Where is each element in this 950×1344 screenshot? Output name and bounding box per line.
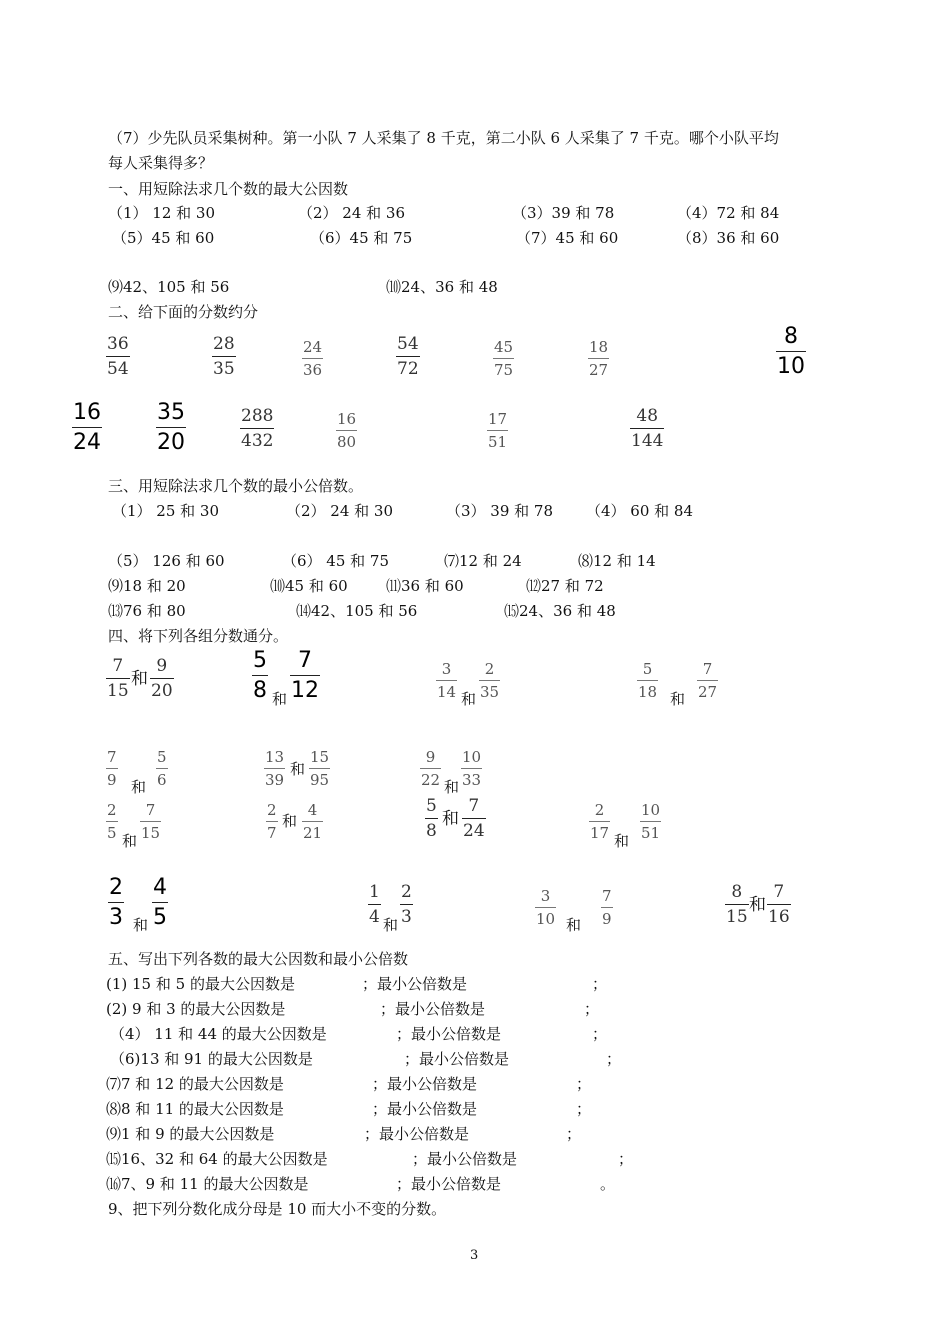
numerator: 5 xyxy=(253,648,267,673)
denominator: 72 xyxy=(397,359,419,379)
he-connector: 和 xyxy=(133,916,149,934)
fraction xyxy=(776,326,806,378)
fraction xyxy=(479,662,500,700)
denominator: 7 xyxy=(267,824,277,842)
denominator: 15 xyxy=(726,907,748,927)
intro-text-cont: 每人采集得多？ xyxy=(108,154,214,172)
fraction xyxy=(640,803,661,841)
denominator: 24 xyxy=(463,821,485,841)
numerator: 18 xyxy=(589,338,609,356)
sec1-item: （6）45 和 75 xyxy=(310,229,413,247)
sec3-item: ⑼18 和 20 xyxy=(108,577,186,595)
fraction xyxy=(72,402,102,454)
sec5-row-prompt: ⑻8 和 11 的最大公因数是 xyxy=(106,1100,284,1118)
numerator: 2 xyxy=(594,801,605,819)
sec1-item: （3）39 和 78 xyxy=(512,204,615,222)
fraction xyxy=(212,336,236,378)
numerator: 7 xyxy=(602,887,612,905)
denominator: 27 xyxy=(589,361,609,379)
denominator: 12 xyxy=(291,678,319,703)
fraction xyxy=(140,803,161,841)
numerator: 48 xyxy=(636,406,659,426)
fraction xyxy=(106,750,118,788)
sec5-row-lcm: ；最小公倍数是 xyxy=(404,1050,510,1068)
sec3-item: （2） 24 和 30 xyxy=(286,502,394,520)
numerator: 13 xyxy=(265,748,285,766)
denominator: 16 xyxy=(768,907,790,927)
sec5-row-prompt: ⑺7 和 12 的最大公因数是 xyxy=(106,1075,284,1093)
denominator: 51 xyxy=(641,824,661,842)
denominator: 35 xyxy=(213,359,235,379)
sec3-heading: 三、用短除法求几个数的最小公倍数。 xyxy=(108,477,364,495)
sec5-row-lcm: ；最小公倍数是 xyxy=(396,1175,502,1193)
sec3-item: ⒂24、36 和 48 xyxy=(504,602,616,620)
sec1-item: （8）36 和 60 xyxy=(677,229,780,247)
he-connector: 和 xyxy=(383,916,399,934)
sec2-heading: 二、给下面的分数约分 xyxy=(108,303,259,321)
denominator: 144 xyxy=(631,431,664,451)
sec3-item: ⑾36 和 60 xyxy=(386,577,464,595)
fraction xyxy=(106,336,130,378)
fraction xyxy=(150,658,174,700)
fraction xyxy=(637,662,658,700)
numerator: 15 xyxy=(310,748,330,766)
fraction xyxy=(589,803,610,841)
numerator: 7 xyxy=(112,656,124,676)
sec5-row-lcm: ；最小公倍数是 xyxy=(396,1025,502,1043)
he-connector: 和 xyxy=(272,690,288,708)
numerator: 7 xyxy=(145,801,156,819)
denominator: 27 xyxy=(698,683,718,701)
denominator: 17 xyxy=(590,824,610,842)
denominator: 432 xyxy=(241,431,274,451)
denominator: 20 xyxy=(151,681,173,701)
fraction xyxy=(436,662,457,700)
denominator: 22 xyxy=(421,771,441,789)
numerator: 24 xyxy=(303,338,323,356)
numerator: 7 xyxy=(298,648,312,673)
sec1-item: （5）45 和 60 xyxy=(112,229,215,247)
sec5-row-end: ； xyxy=(606,1050,622,1068)
numerator: 28 xyxy=(213,334,235,354)
fraction xyxy=(420,750,441,788)
fraction xyxy=(425,798,438,840)
fraction xyxy=(336,412,357,450)
numerator: 7 xyxy=(702,660,713,678)
fraction xyxy=(309,750,330,788)
sec3-item: ⑺12 和 24 xyxy=(444,552,522,570)
sec1-item: （1） 12 和 30 xyxy=(108,204,216,222)
sec3-item: （1） 25 和 30 xyxy=(112,502,220,520)
he-connector: 和 xyxy=(444,778,460,796)
sec5-row-prompt: （6)13 和 91 的最大公因数是 xyxy=(110,1050,313,1068)
fraction xyxy=(106,803,118,841)
denominator: 54 xyxy=(107,359,129,379)
fraction xyxy=(252,650,268,702)
sec3-item: （4） 60 和 84 xyxy=(586,502,694,520)
fraction xyxy=(493,340,514,378)
denominator: 35 xyxy=(480,683,500,701)
fraction xyxy=(108,877,124,929)
sec1-item: （2） 24 和 36 xyxy=(298,204,406,222)
sec1-heading: 一、用短除法求几个数的最大公因数 xyxy=(108,180,349,198)
denominator: 5 xyxy=(107,824,117,842)
sec5-row-end: ； xyxy=(618,1150,634,1168)
numerator: 288 xyxy=(241,406,274,426)
denominator: 39 xyxy=(265,771,285,789)
numerator: 45 xyxy=(494,338,514,356)
numerator: 16 xyxy=(337,410,357,428)
numerator: 3 xyxy=(441,660,452,678)
numerator: 10 xyxy=(641,801,661,819)
sec5-row-lcm: ；最小公倍数是 xyxy=(364,1125,470,1143)
denominator: 9 xyxy=(107,771,117,789)
numerator: 35 xyxy=(157,400,185,425)
fraction xyxy=(266,803,278,841)
fraction xyxy=(240,408,274,450)
fraction xyxy=(290,650,320,702)
denominator: 18 xyxy=(638,683,658,701)
fraction xyxy=(601,889,613,927)
sec3-item: ⑽45 和 60 xyxy=(270,577,348,595)
fraction xyxy=(462,798,486,840)
fraction xyxy=(588,340,609,378)
sec5-row-prompt: (2) 9 和 3 的最大公因数是 xyxy=(106,1000,286,1018)
sec3-item: （5） 126 和 60 xyxy=(108,552,225,570)
fraction xyxy=(396,336,420,378)
numerator: 36 xyxy=(107,334,129,354)
numerator: 16 xyxy=(73,400,101,425)
fraction xyxy=(152,877,168,929)
he-connector: 和 xyxy=(670,690,686,708)
sec5-row-end: ； xyxy=(592,1025,608,1043)
fraction xyxy=(697,662,718,700)
he-connector: 和 xyxy=(566,916,582,934)
numerator: 17 xyxy=(488,410,508,428)
denominator: 4 xyxy=(369,907,380,927)
numerator: 9 xyxy=(425,748,436,766)
numerator: 4 xyxy=(307,801,318,819)
denominator: 33 xyxy=(462,771,482,789)
numerator: 1 xyxy=(369,882,380,902)
sec5-row-end: ； xyxy=(576,1075,592,1093)
numerator: 5 xyxy=(426,796,437,816)
sec5-row-prompt: ⒃7、9 和 11 的最大公因数是 xyxy=(106,1175,309,1193)
numerator: 8 xyxy=(784,324,798,349)
denominator: 9 xyxy=(602,910,612,928)
denominator: 15 xyxy=(107,681,129,701)
sec5-row-prompt: (1) 15 和 5 的最大公因数是 xyxy=(106,975,295,993)
he-connector: 和 xyxy=(442,809,459,829)
he-connector: 和 xyxy=(131,778,147,796)
sec3-item: （6） 45 和 75 xyxy=(282,552,390,570)
denominator: 10 xyxy=(777,354,805,379)
sec5-row-end: ； xyxy=(566,1125,582,1143)
sec5-row-end: 。 xyxy=(600,1175,616,1193)
fraction xyxy=(400,884,413,926)
numerator: 54 xyxy=(397,334,419,354)
fraction xyxy=(535,889,556,927)
fraction xyxy=(487,412,508,450)
denominator: 10 xyxy=(536,910,556,928)
numerator: 10 xyxy=(462,748,482,766)
fraction xyxy=(725,884,749,926)
sec1-item: ⑼42、105 和 56 xyxy=(108,278,230,296)
fraction xyxy=(461,750,482,788)
sec5-row-lcm: ；最小公倍数是 xyxy=(372,1100,478,1118)
sec4-heading: 四、将下列各组分数通分。 xyxy=(108,627,289,645)
numerator: 9 xyxy=(156,656,168,676)
sec3-item: ⒀76 和 80 xyxy=(108,602,186,620)
sec3-item: （3） 39 和 78 xyxy=(446,502,554,520)
numerator: 4 xyxy=(153,875,167,900)
numerator: 7 xyxy=(107,748,117,766)
denominator: 95 xyxy=(310,771,330,789)
denominator: 15 xyxy=(141,824,161,842)
fraction xyxy=(302,340,323,378)
sec5-row-prompt: ⑼1 和 9 的最大公因数是 xyxy=(106,1125,275,1143)
fraction xyxy=(106,658,130,700)
sec3-item: ⑿27 和 72 xyxy=(526,577,604,595)
fraction xyxy=(767,884,791,926)
fraction xyxy=(264,750,285,788)
sec1-item: ⑽24、36 和 48 xyxy=(386,278,498,296)
denominator: 51 xyxy=(488,433,508,451)
he-connector: 和 xyxy=(614,832,630,850)
denominator: 3 xyxy=(401,907,412,927)
numerator: 2 xyxy=(267,801,277,819)
he-connector: 和 xyxy=(749,895,766,915)
sec6-heading: 9、把下列分数化成分母是 10 而大小不变的分数。 xyxy=(108,1200,447,1218)
sec5-row-lcm: ；最小公倍数是 xyxy=(380,1000,486,1018)
he-connector: 和 xyxy=(131,669,148,689)
sec5-row-lcm: ；最小公倍数是 xyxy=(412,1150,518,1168)
denominator: 6 xyxy=(157,771,167,789)
page-number: 3 xyxy=(470,1248,479,1263)
sec5-row-end: ； xyxy=(584,1000,600,1018)
he-connector: 和 xyxy=(290,760,306,778)
sec1-item: （4）72 和 84 xyxy=(677,204,780,222)
numerator: 5 xyxy=(642,660,653,678)
fraction xyxy=(156,750,168,788)
sec5-heading: 五、写出下列各数的最大公因数和最小公倍数 xyxy=(108,950,409,968)
numerator: 2 xyxy=(109,875,123,900)
sec5-row-prompt: （4） 11 和 44 的最大公因数是 xyxy=(110,1025,327,1043)
denominator: 14 xyxy=(437,683,457,701)
sec3-item: ⒁42、105 和 56 xyxy=(296,602,418,620)
sec5-row-end: ； xyxy=(592,975,608,993)
he-connector: 和 xyxy=(461,690,477,708)
fraction xyxy=(368,884,381,926)
denominator: 24 xyxy=(73,430,101,455)
denominator: 8 xyxy=(426,821,437,841)
denominator: 20 xyxy=(157,430,185,455)
denominator: 36 xyxy=(303,361,323,379)
numerator: 2 xyxy=(401,882,412,902)
he-connector: 和 xyxy=(122,832,138,850)
numerator: 2 xyxy=(107,801,117,819)
denominator: 80 xyxy=(337,433,357,451)
numerator: 8 xyxy=(731,882,743,902)
denominator: 3 xyxy=(109,905,123,930)
sec3-item: ⑻12 和 14 xyxy=(578,552,656,570)
sec5-row-prompt: ⒂16、32 和 64 的最大公因数是 xyxy=(106,1150,328,1168)
sec1-item: （7）45 和 60 xyxy=(516,229,619,247)
fraction xyxy=(156,402,186,454)
sec5-row-lcm: ；最小公倍数是 xyxy=(372,1075,478,1093)
sec5-row-lcm: ；最小公倍数是 xyxy=(362,975,468,993)
fraction xyxy=(302,803,323,841)
he-connector: 和 xyxy=(282,812,298,830)
numerator: 5 xyxy=(157,748,167,766)
numerator: 7 xyxy=(773,882,785,902)
intro-text: （7）少先队员采集树种。第一小队 7 人采集了 8 千克，第二小队 6 人采集了 7 千克。哪个小队平均 xyxy=(108,129,779,147)
denominator: 75 xyxy=(494,361,514,379)
sec5-row-end: ； xyxy=(576,1100,592,1118)
numerator: 7 xyxy=(468,796,480,816)
denominator: 5 xyxy=(153,905,167,930)
denominator: 21 xyxy=(303,824,323,842)
denominator: 8 xyxy=(253,678,267,703)
numerator: 2 xyxy=(484,660,495,678)
numerator: 3 xyxy=(540,887,551,905)
fraction xyxy=(630,408,664,450)
